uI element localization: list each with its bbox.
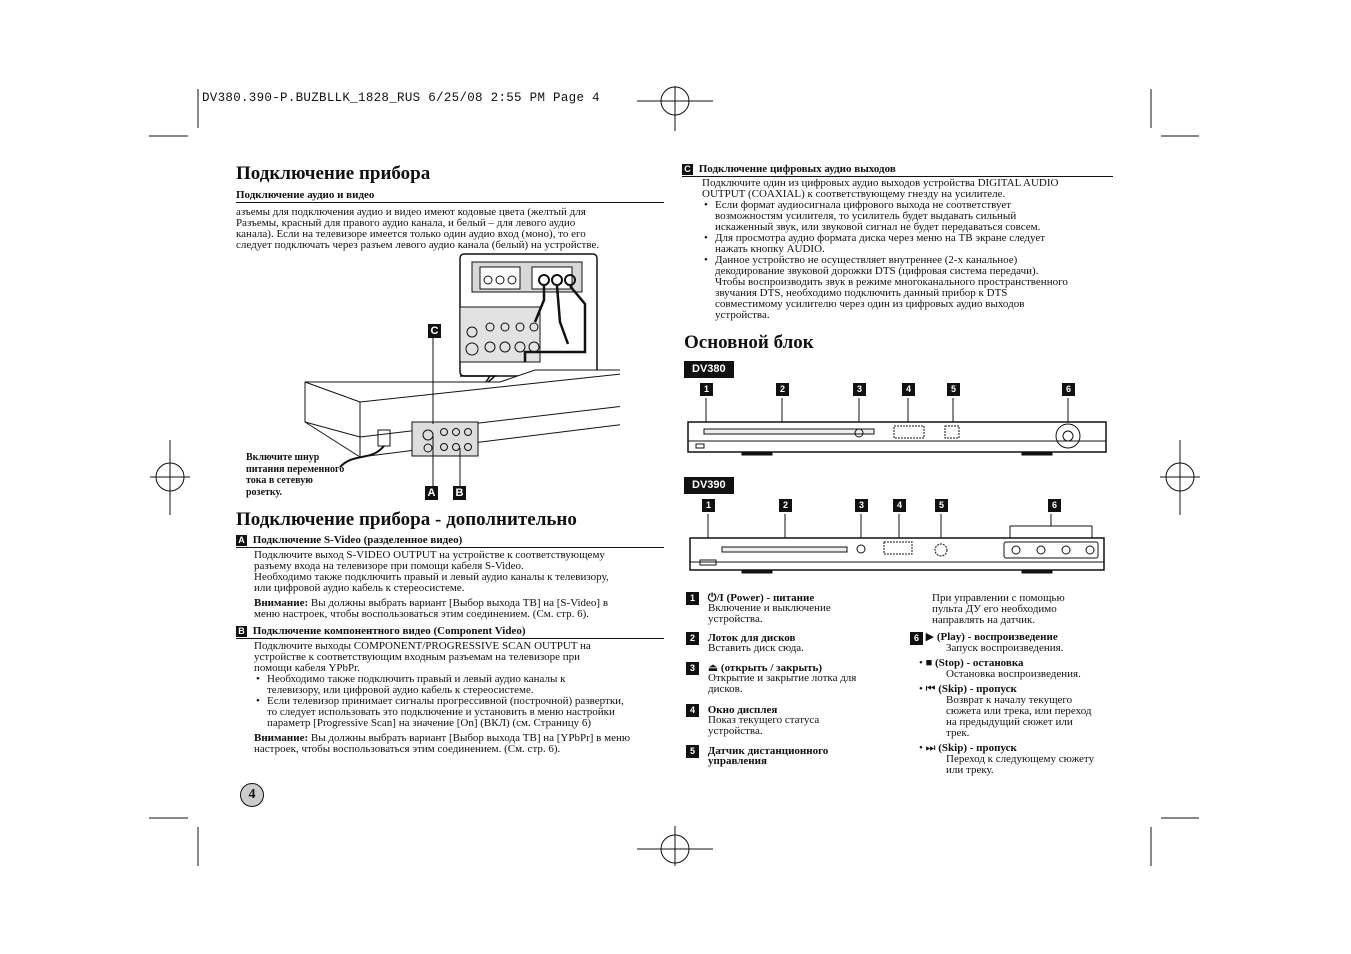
desc-remote-sensor: 5 Датчик дистанционного управления xyxy=(686,745,886,767)
marker-a-badge: A xyxy=(425,486,438,500)
desc-eject: 3 ⏏ (открыть / закрыть) Открытие и закрытие лотка для дисков. xyxy=(686,662,896,695)
badge-b: B xyxy=(236,626,247,637)
skip-back-icon: ⏮ xyxy=(925,683,936,695)
page-number: 4 xyxy=(240,783,264,807)
power-cord-caption: Включите шнур питания переменного тока в сетевую розетку. xyxy=(246,452,345,498)
callout-lines xyxy=(425,338,475,488)
desc-tray: 2 Лоток для дисков Вставить диск сюда. xyxy=(686,632,886,654)
desc-display: 4 Окно дисплея Показ текущего статуса устройства. xyxy=(686,704,886,737)
remote-note: При управлении с помощью пульта ДУ его необходимо направлять на датчик. xyxy=(932,592,1065,626)
model-dv390-label: DV390 xyxy=(684,477,734,494)
section-title-connection: Подключение прибора xyxy=(236,163,431,184)
subheading-digital-audio: C Подключение цифровых аудио выходов xyxy=(682,163,1113,177)
digital-audio-text: Подключите один из цифровых аудио выходов устройства DIGITAL AUDIO OUTPUT (COAXIAL) к соответствующему гнезду на усилителе. • Если формат аудиосигнала цифрового выхода не соответствует возможностям усилителя, то усилитель будет выдавать сильный искаженный звук, или звуковой сигнал не будет передаваться совсем. • Для просмотра аудио формата диска через меню на ТВ экране следует нажать кнопку AUDIO. • Данное устройство не осуществляет внутреннее (2-х канальное) декодирование звуковой дорожки DTS (цифровая система передачи). Чтобы воспроизводить звук в режиме многоканального пространственного звучания DTS, необходимо подключить данный прибор к DTS совместимому усилителю через один из цифровых аудио выходов устройства. xyxy=(702,178,1117,321)
dv380-front-panel xyxy=(682,396,1112,462)
section-title-additional: Подключение прибора - дополнительно xyxy=(236,509,577,530)
subheading-audio-video: Подключение аудио и видео xyxy=(236,189,664,203)
desc-power: 1 ⏻/I (Power) - питание Включение и выключение устройства. xyxy=(686,592,886,625)
component-text: Подключите выходы COMPONENT/PROGRESSIVE SCAN OUTPUT на устройстве к соответствующим входным разъемам на телевизоре при помощи кабеля YPbPr. • Необходимо также подключить правый и левый аудио каналы к телевизору, или цифровой аудио кабель к стереосистеме. • Если телевизор принимает сигналы прогрессивной (построчной) развертки, то следует использовать это подключение и установить в меню настройки параметр [Progressive Scan] на значение [On] (ВКЛ) (см. Страницу 6) Внимание: Вы должны выбрать вариант [Выбор выхода ТВ] на [YPbPr] в меню настроек, чтобы воспользоваться этим соединением. (См. стр. 6). xyxy=(254,641,666,755)
model-dv380-label: DV380 xyxy=(684,361,734,378)
badge-c: C xyxy=(682,164,693,175)
svideo-text: Подключите выход S-VIDEO OUTPUT на устройстве к соответствующему разъему входа на телевизоре при помощи кабеля S-Video. Необходимо также подключить правый и левый аудио каналы к телевизору, или цифровой аудио кабель к стереосистеме. Внимание: Вы должны выбрать вариант [Выбор выхода ТВ] на [S-Video] в меню настроек, чтобы воспользоваться этим соединением. (См. стр. 6). xyxy=(254,549,609,620)
power-icon: ⏻ xyxy=(707,592,717,605)
dv390-front-panel xyxy=(682,512,1112,578)
play-icon: ▶ xyxy=(925,631,935,643)
stop-icon: ■ xyxy=(925,657,933,669)
desc-playback-keys: 6 • ▶ (Play) - воспроизведение Запуск воспроизведения. • ■ (Stop) - остановка Остановка воспроизведения. • ⏮ (Skip) - пропуск Возврат к началу текущего сюжета или трека, или переход на предыдущий сюжет или трек. • ⏭ (Skip) - пропуск Переход к следующему сюжету или треку. xyxy=(910,632,1120,645)
subheading-svideo: A Подключение S-Video (разделенное видео) xyxy=(236,534,664,548)
section-title-main-unit: Основной блок xyxy=(684,332,814,353)
skip-forward-icon: ⏭ xyxy=(925,742,936,754)
subheading-component: B Подключение компонентного видео (Component Video) xyxy=(236,625,664,639)
marker-c-badge: C xyxy=(428,324,441,338)
intro-text: азъемы для подключения аудио и видео имеют кодовые цвета (желтый для Разъемы, красный для правого аудио канала, и белый – для левого аудио канала). Если на телевизоре имеется только один аудио вход (моно), то его следует подключать через разъем левого аудио канала (белый) на устройстве. xyxy=(236,206,600,251)
print-slug: DV380.390-P.BUZBLLK_1828_RUS 6/25/08 2:55 PM Page 4 xyxy=(202,91,600,105)
badge-a: A xyxy=(236,535,247,546)
eject-icon: ⏏ xyxy=(707,662,719,675)
marker-b-badge: B xyxy=(453,486,466,500)
